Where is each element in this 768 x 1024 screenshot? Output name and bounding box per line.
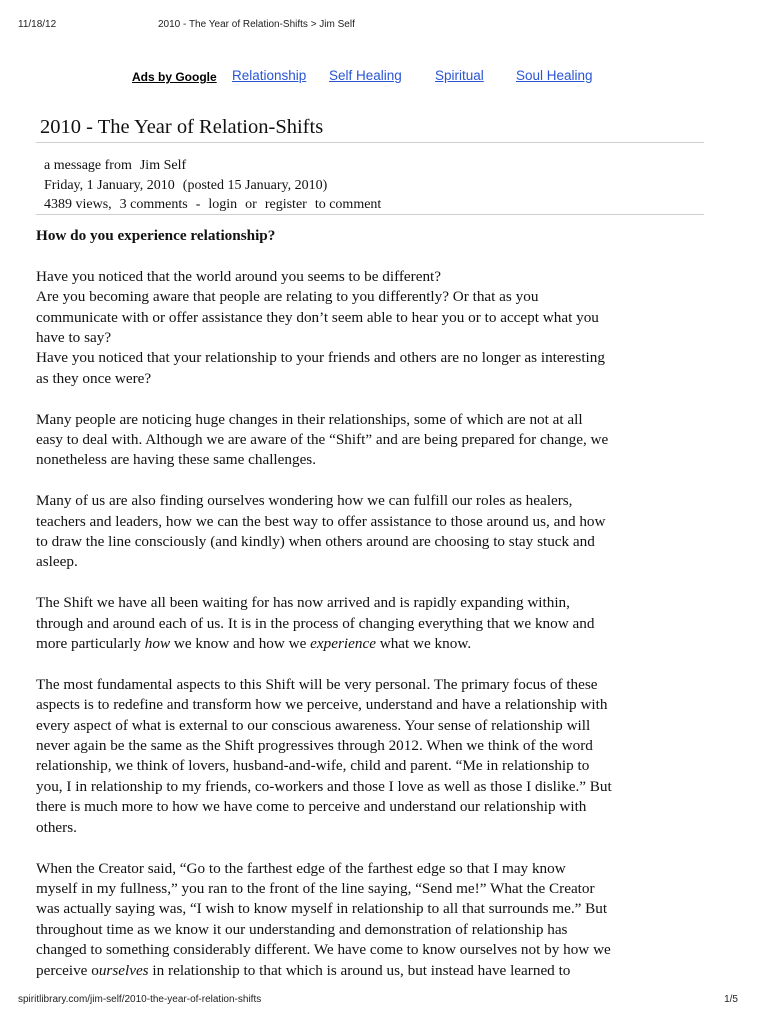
text-line: relationship, we think of lovers, husband-and-wife, child and parent. “Me in relationship to: [36, 757, 590, 775]
print-footer-url: spiritlibrary.com/jim-self/2010-the-year-of-relation-shifts: [18, 994, 262, 1005]
paragraph-3: [36, 491, 676, 573]
text-line: every aspect of what is external to our conscious awareness. Your sense of relationship will: [36, 716, 591, 734]
text-line: easy to deal with. Although we are aware of the “Shift” and are being prepared for change, we: [36, 431, 609, 449]
text-line: The Shift we have all been waiting for has now arrived and is rapidly expanding within,: [36, 594, 570, 612]
text-line: communicate with or offer assistance they don’t seem able to hear you or to accept what you: [36, 308, 599, 326]
ad-link-relationship[interactable]: Relationship: [232, 68, 307, 83]
view-count: 4389 views,: [44, 197, 112, 212]
or-text: or: [245, 197, 257, 212]
text-line: through and around each of us. It is in the process of changing everything that we know and: [36, 614, 595, 632]
text-line: Have you noticed that your relationship to your friends and others are no longer as interesting: [36, 349, 605, 367]
text-line: never again be the same as the Shift progressives through 2012. When we think of the word: [36, 737, 593, 755]
text-line: teachers and leaders, how we can the best way to offer assistance to those around us, and how: [36, 512, 606, 530]
paragraph-6: [36, 859, 676, 981]
meta-stats-line: [44, 195, 381, 215]
emphasis-experience: experience: [310, 635, 376, 653]
text-line: you, I in relationship to my friends, co-workers and those I love as well as those I dislike.” But: [36, 777, 612, 795]
text-line: Are you becoming aware that people are relating to you differently? Or that as you: [36, 288, 539, 306]
text-line: to draw the line consciously (and kindly) when others around are choosing to stay stuck and: [36, 533, 595, 551]
print-date: 11/18/12: [18, 19, 57, 30]
login-link[interactable]: login: [208, 197, 238, 212]
text-run: more particularly: [36, 635, 145, 653]
text-line: changed to something considerably different. We have come to know ourselves not by how we: [36, 941, 611, 959]
text-line: myself in my fullness,” you ran to the front of the line saying, “Send me!” What the Creator: [36, 879, 595, 897]
author-link[interactable]: Jim Self: [139, 158, 187, 173]
to-comment-text: to comment: [314, 197, 382, 212]
text-run: what we know.: [375, 635, 472, 653]
text-line: [36, 961, 676, 981]
meta-divider: [36, 214, 704, 215]
meta-separator: -: [195, 197, 201, 212]
text-line: nonetheless are having these same challenges.: [36, 451, 317, 469]
ads-by-google-link[interactable]: Ads by Google: [132, 70, 217, 84]
text-line: aspects is to redefine and transform how we perceive, understand and have a relationship with: [36, 696, 608, 714]
paragraph-1: [36, 267, 676, 389]
text-line: The most fundamental aspects to this Shift will be very personal. The primary focus of these: [36, 675, 598, 693]
article-body: [36, 226, 676, 1001]
emphasis-how: how: [144, 635, 171, 653]
meta-date-line: [44, 176, 327, 196]
ad-link-self-healing[interactable]: Self Healing: [329, 68, 402, 83]
text-line: asleep.: [36, 553, 78, 571]
register-link[interactable]: register: [264, 197, 307, 212]
text-line: Have you noticed that the world around you seems to be different?: [36, 267, 442, 285]
text-line: as they once were?: [36, 369, 152, 387]
ad-link-soul-healing[interactable]: Soul Healing: [516, 68, 593, 83]
paragraph-4: [36, 593, 676, 654]
title-divider: [36, 142, 704, 143]
text-line: When the Creator said, “Go to the farthest edge of the farthest edge so that I may know: [36, 859, 566, 877]
print-page-title: 2010 - The Year of Relation-Shifts > Jim Self: [158, 19, 355, 30]
article-date: Friday, 1 January, 2010: [44, 178, 175, 193]
print-page-number: 1/5: [724, 994, 738, 1005]
paragraph-2: [36, 410, 676, 471]
text-line: throughout time as we know it our understanding and demonstration of relationship has: [36, 920, 568, 938]
text-run: perceive o: [36, 961, 99, 979]
text-run: we know and how we: [170, 635, 311, 653]
text-run: in relationship to that which is around us, but instead have learned to: [148, 961, 571, 979]
text-line: Many people are noticing huge changes in their relationships, some of which are not at all: [36, 410, 583, 428]
text-line: was actually saying was, “I wish to know myself in relationship to all that surrounds me.” But: [36, 900, 608, 918]
meta-author-line: [44, 156, 186, 176]
text-line: others.: [36, 818, 77, 836]
ad-link-spiritual[interactable]: Spiritual: [435, 68, 484, 83]
emphasis-ourselves: urselves: [98, 961, 149, 979]
article-title: 2010 - The Year of Relation-Shifts: [40, 116, 324, 138]
message-from-label: a message from: [44, 158, 132, 173]
comments-link[interactable]: 3 comments: [119, 197, 188, 212]
posted-date: (posted 15 January, 2010): [182, 178, 328, 193]
text-line: Many of us are also finding ourselves wondering how we can fulfill our roles as healers,: [36, 492, 573, 510]
text-line: [36, 634, 676, 654]
article-heading: How do you experience relationship?: [36, 227, 276, 244]
paragraph-5: [36, 675, 676, 838]
text-line: have to say?: [36, 329, 112, 347]
text-line: there is much more to how we have come to perceive and understand our relationship with: [36, 798, 587, 816]
